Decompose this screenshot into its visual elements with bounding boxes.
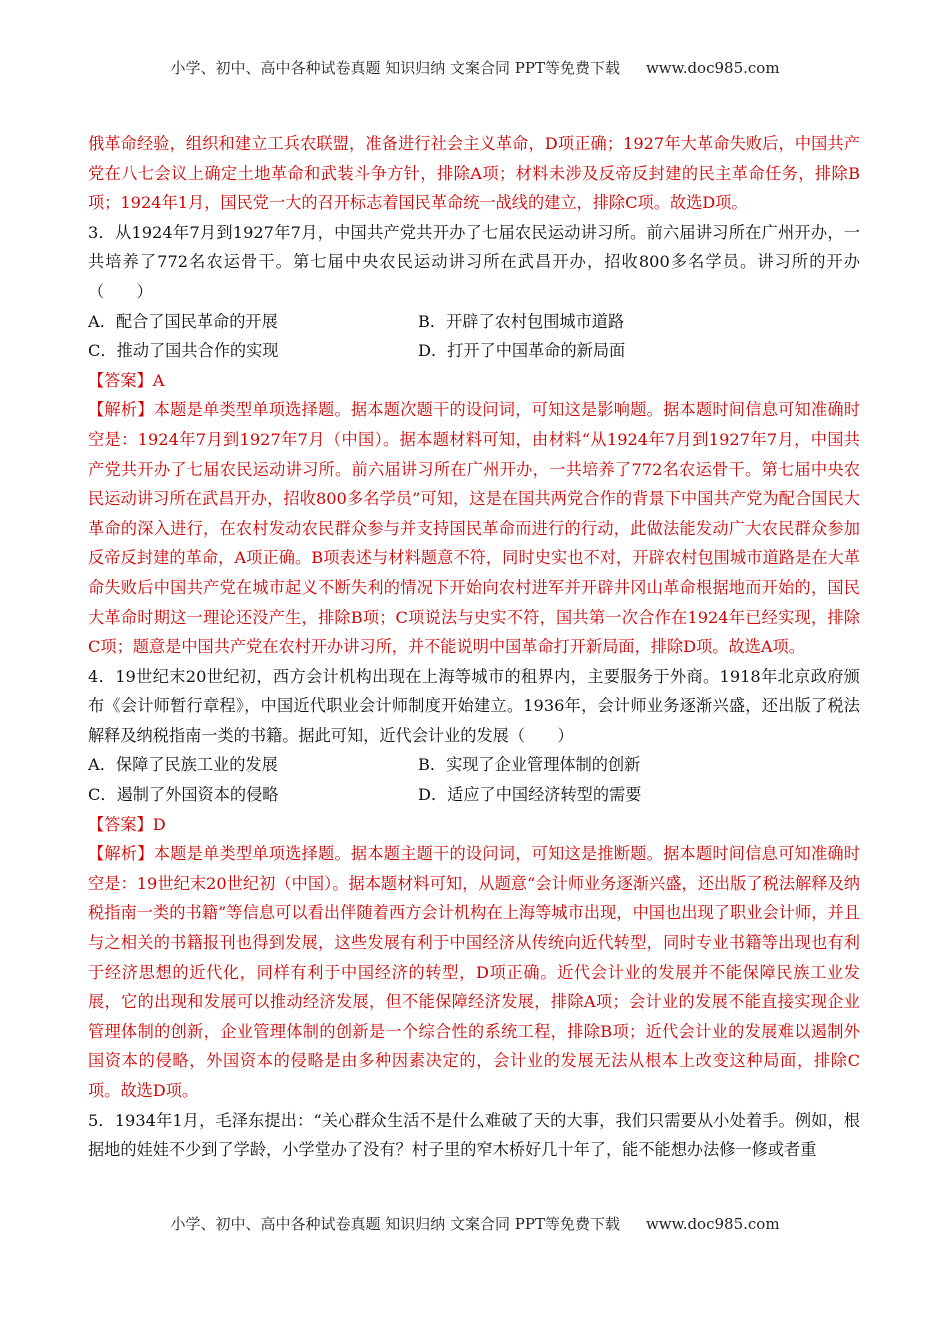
q3-option-c: C．推动了国共合作的实现 [88, 341, 279, 361]
footer-banner-text: 小学、初中、高中各种试卷真题 知识归纳 文案合同 PPT等免费下载 [170, 1215, 620, 1233]
q3-answer [88, 366, 860, 396]
q4-option-c: C．遏制了外国资本的侵略 [88, 785, 279, 805]
q5-stem: 5．1934年1月，毛泽东提出：“关心群众生活不是什么难破了天的大事，我们只需要从小处着手。例如，根据地的娃娃不少到了学龄，小学堂办了没有？村子里的窄木桥好几十年了，能不能想办法修一修或者重 [88, 1110, 860, 1160]
q3-option-b: B．开辟了农村包围城市道路 [418, 311, 625, 331]
q4-explanation-text: 本题是单类型单项选择题。据本题主题干的设问词，可知这是推断题。据本题时间信息可知准确时空是：19世纪末20世纪初（中国）。据本题材料可知，从题意“会计师业务逐渐兴盛，还出版了税法解释及纳税指南一类的书籍”等信息可以看出伴随着西方会计机构在上海等城市出现，中国也出现了职业会计师，并且与之相关的书籍报刊也得到发展，这些发展有利于中国经济从传统向近代转型，同时专业书籍等出现也有利于经济思想的近代化，同样有利于中国经济的转型，D项正确。近代会计业的发展并不能保障民族工业发展，它的出现和发展可以推动经济发展，但不能保障经济发展，排除A项；会计业的发展不能直接实现企业管理体制的创新，企业管理体制的创新是一个综合性的系统工程，排除B项；近代会计业的发展难以遏制外国资本的侵略，外国资本的侵略是由多种因素决定的，会计业的发展无法从根本上改变这种局面，排除C项。故选D项。 [88, 844, 861, 1100]
q3-explanation [88, 395, 860, 661]
question-4 [88, 662, 860, 1106]
q3-explanation-label: 【解析】 [88, 400, 154, 420]
footer-banner-url[interactable]: www.doc985.com [645, 1215, 780, 1233]
q3-answer-label: 【答案】 [88, 370, 153, 390]
q4-explanation [88, 839, 860, 1105]
q4-explanation-label: 【解析】 [88, 844, 154, 864]
q3-options [88, 307, 860, 366]
footer-banner [0, 1213, 950, 1234]
q4-answer-value: D [152, 814, 166, 834]
header-banner [0, 57, 950, 78]
q4-stem: 4．19世纪末20世纪初，西方会计机构出现在上海等城市的租界内，主要服务于外商。1918年北京政府颁布《会计师暂行章程》，中国近代职业会计师制度开始建立。1936年，会计师业务逐渐兴盛，还出版了税法解释及纳税指南一类的书籍。据此可知，近代会计业的发展（ ） [88, 666, 860, 745]
q4-options [88, 750, 860, 809]
q4-option-b: B．实现了企业管理体制的创新 [418, 755, 641, 775]
header-banner-url[interactable]: www.doc985.com [645, 59, 780, 77]
q3-stem: 3．从1924年7月到1927年7月，中国共产党共开办了七届农民运动讲习所。前六届讲习所在广州开办，一共培养了772名农运骨干。第七届中央农民运动讲习所在武昌开办，招收800多名学员。讲习所的开办（ ） [88, 222, 860, 301]
q4-option-a: A．保障了民族工业的发展 [88, 755, 278, 775]
q3-explanation-text: 本题是单类型单项选择题。据本题次题干的设问词，可知这是影响题。据本题时间信息可知准确时空是：1924年7月到1927年7月（中国）。据本题材料可知，由材料“从1924年7月到1927年7月，中国共产党共开办了七届农民运动讲习所。前六届讲习所在广州开办，一共培养了772名农运骨干。第七届中央农民运动讲习所在武昌开办，招收800多名学员”可知，这是在国共两党合作的背景下中国共产党为配合国民大革命的深入进行，在农村发动农民群众参与并支持国民革命而进行的行动，此做法能发动广大农民群众参加反帝反封建的革命，A项正确。B项表述与材料题意不符，同时史实也不对，开辟农村包围城市道路是在大革命失败后中国共产党在城市起义不断失利的情况下开始向农村进军并开辟井冈山革命根据地而开始的，国民大革命时期这一理论还没产生，排除B项；C项说法与史实不符，国共第一次合作在1924年已经实现，排除C项；题意是中国共产党在农村开办讲习所，并不能说明中国革命打开新局面，排除D项。故选A项。 [88, 400, 861, 657]
q4-answer-label: 【答案】 [88, 814, 153, 834]
q4-answer [88, 810, 860, 840]
q2-explanation-continued: 俄革命经验，组织和建立工兵农联盟，准备进行社会主义革命，D项正确；1927年大革命失败后，中国共产党在八七会议上确定土地革命和武装斗争方针，排除A项；材料未涉及反帝反封建的民主革命任务，排除B项；1924年1月，国民党一大的召开标志着国民革命统一战线的建立，排除C项。故选D项。 [88, 134, 860, 213]
header-banner-text: 小学、初中、高中各种试卷真题 知识归纳 文案合同 PPT等免费下载 [170, 59, 620, 77]
q3-option-d: D．打开了中国革命的新局面 [418, 341, 626, 361]
question-3 [88, 218, 860, 662]
q4-option-d: D．适应了中国经济转型的需要 [418, 785, 642, 805]
q3-option-a: A．配合了国民革命的开展 [88, 311, 278, 331]
document-body [88, 129, 860, 1165]
q3-answer-value: A [152, 370, 165, 390]
